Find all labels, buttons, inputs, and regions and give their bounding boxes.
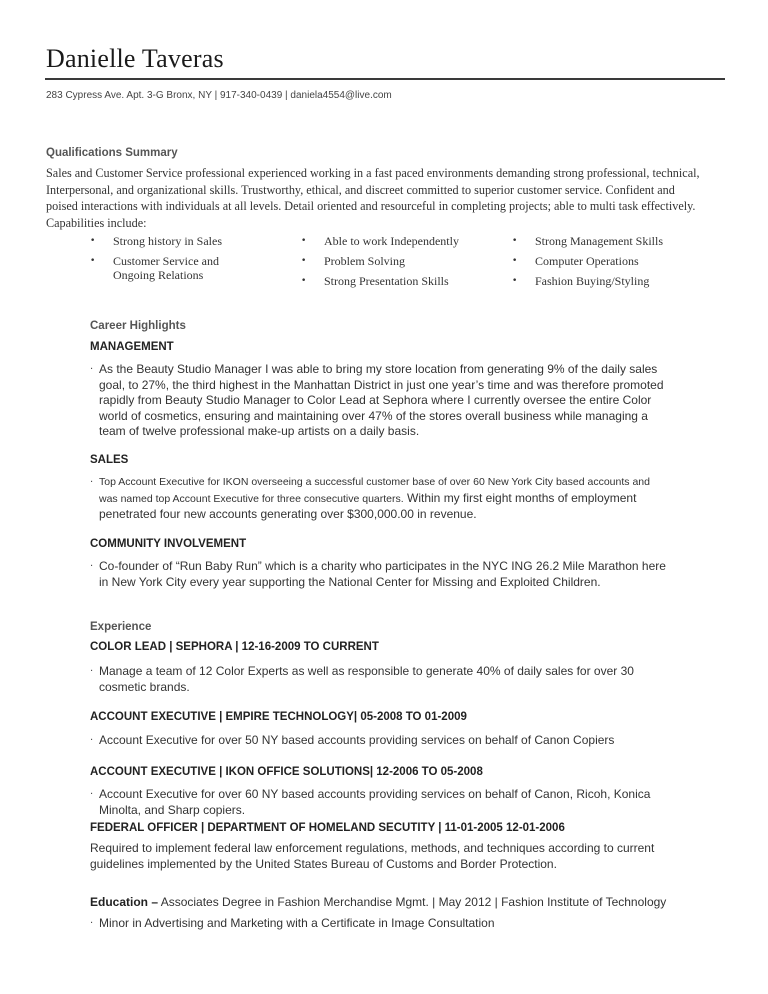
text-line: rapidly from Beauty Studio Manager to Color Lead at Sephora where I currently oversee the entire Color	[99, 393, 652, 407]
qualifications-body	[46, 165, 726, 231]
text-line: guidelines implemented by the United States Bureau of Customs and Border Protection.	[90, 856, 557, 871]
job-description	[99, 733, 719, 749]
text-line: Required to implement federal law enforcement regulations, methods, and techniques according to current	[90, 841, 655, 855]
management-heading: MANAGEMENT	[90, 341, 174, 353]
experience-title: Experience	[90, 621, 152, 633]
text-line: team of twelve professional make-up artists on a daily basis.	[99, 424, 420, 438]
skill-item: Computer Operations	[535, 254, 639, 268]
community-description	[99, 559, 719, 590]
text-line: in New York City every year supporting the National Center for Missing and Exploited Children.	[99, 574, 601, 589]
bullet-icon: •	[301, 276, 307, 286]
skill-item: Customer Service and	[113, 254, 219, 268]
job-description	[99, 787, 719, 818]
text-line: Minolta, and Sharp copiers.	[99, 802, 246, 817]
resume-name: Danielle Taveras	[46, 44, 224, 73]
text-line: As the Beauty Studio Manager I was able to bring my store location from generating 9% of the daily sales	[99, 362, 658, 376]
education-detail: Associates Degree in Fashion Merchandise Mgmt. | May 2012 | Fashion Institute of Technology	[158, 895, 667, 909]
text-line: Co-founder of “Run Baby Run” which is a charity who participates in the NYC ING 26.2 Mile Marathon here	[99, 559, 666, 573]
text-line	[99, 491, 724, 508]
text-line: cosmetic brands.	[99, 679, 190, 694]
sales-heading: SALES	[90, 454, 129, 466]
bullet-icon: ·	[90, 789, 94, 800]
text-line: world of cosmetics, ensuring and maintaining over 47% of the stores overall business while managing a	[99, 408, 648, 423]
bullet-icon: ·	[90, 477, 94, 488]
text-line: Account Executive for over 50 NY based accounts providing services on behalf of Canon Copiers	[99, 733, 615, 747]
bullet-icon: •	[512, 276, 518, 286]
qualifications-line: Sales and Customer Service professional experienced working in a fast paced environments demanding strong professional, technical,	[46, 166, 700, 180]
job-heading: FEDERAL OFFICER | DEPARTMENT OF HOMELAND SECUTITY | 11-01-2005 12-01-2006	[90, 822, 565, 834]
bullet-icon: •	[301, 256, 307, 266]
job-heading: COLOR LEAD | SEPHORA | 12-16-2009 TO CURRENT	[90, 641, 379, 653]
text-segment: Within my first eight months of employment	[407, 490, 637, 505]
skill-item-continued: Ongoing Relations	[113, 268, 204, 282]
header-divider	[45, 78, 725, 80]
text-line: penetrated four new accounts generating over $300,000.00 in revenue.	[99, 507, 477, 521]
skill-item: Problem Solving	[324, 254, 406, 268]
skill-item: Strong Management Skills	[535, 234, 663, 248]
text-segment: was named top Account Executive for three consecutive quarters.	[99, 492, 404, 505]
text-line: Top Account Executive for IKON overseeing a successful customer base of over 60 New York City based accounts and	[99, 476, 650, 488]
bullet-icon: ·	[90, 561, 94, 572]
skill-item: Able to work Independently	[324, 234, 459, 248]
bullet-icon: ·	[90, 666, 94, 677]
contact-info: 283 Cypress Ave. Apt. 3-G Bronx, NY | 917-340-0439 | daniela4554@live.com	[46, 90, 392, 101]
qualifications-line: Capabilities include:	[46, 215, 147, 230]
text-line: Account Executive for over 60 NY based accounts providing services on behalf of Canon, Ricoh, Konica	[99, 787, 651, 801]
management-description	[99, 362, 719, 440]
education-line	[90, 895, 730, 911]
bullet-icon: •	[512, 256, 518, 266]
education-minor: Minor in Advertising and Marketing with a Certificate in Image Consultation	[99, 916, 495, 930]
job-heading: ACCOUNT EXECUTIVE | IKON OFFICE SOLUTIONS| 12-2006 TO 05-2008	[90, 766, 483, 778]
job-description	[99, 664, 719, 695]
bullet-icon: •	[90, 256, 96, 266]
bullet-icon: ·	[90, 735, 94, 746]
qualifications-line: poised interactions with individuals at all levels. Detail oriented and resourceful in completing projects; able to multi task effectively.	[46, 199, 696, 214]
qualifications-title: Qualifications Summary	[46, 147, 178, 159]
skill-item: Strong Presentation Skills	[324, 274, 449, 288]
bullet-icon: ·	[90, 364, 94, 375]
bullet-icon: •	[90, 236, 96, 246]
job-description	[90, 841, 720, 872]
job-heading: ACCOUNT EXECUTIVE | EMPIRE TECHNOLOGY| 05-2008 TO 01-2009	[90, 711, 467, 723]
community-heading: COMMUNITY INVOLVEMENT	[90, 538, 247, 550]
text-line: Manage a team of 12 Color Experts as well as responsible to generate 40% of daily sales for over 30	[99, 664, 634, 678]
skill-item: Strong history in Sales	[113, 234, 223, 248]
qualifications-line: Interpersonal, and organizational skills. Trustworthy, ethical, and discreet committed to superior customer service. Confident and	[46, 182, 675, 197]
skill-item: Fashion Buying/Styling	[535, 274, 650, 288]
text-line: goal, to 27%, the third highest in the Manhattan District in just one year’s time and was therefore promoted	[99, 377, 664, 392]
career-highlights-title: Career Highlights	[90, 320, 186, 332]
bullet-icon: •	[512, 236, 518, 246]
bullet-icon: ·	[90, 918, 94, 929]
bullet-icon: •	[301, 236, 307, 246]
education-label: Education –	[90, 895, 159, 909]
sales-description	[99, 475, 724, 523]
